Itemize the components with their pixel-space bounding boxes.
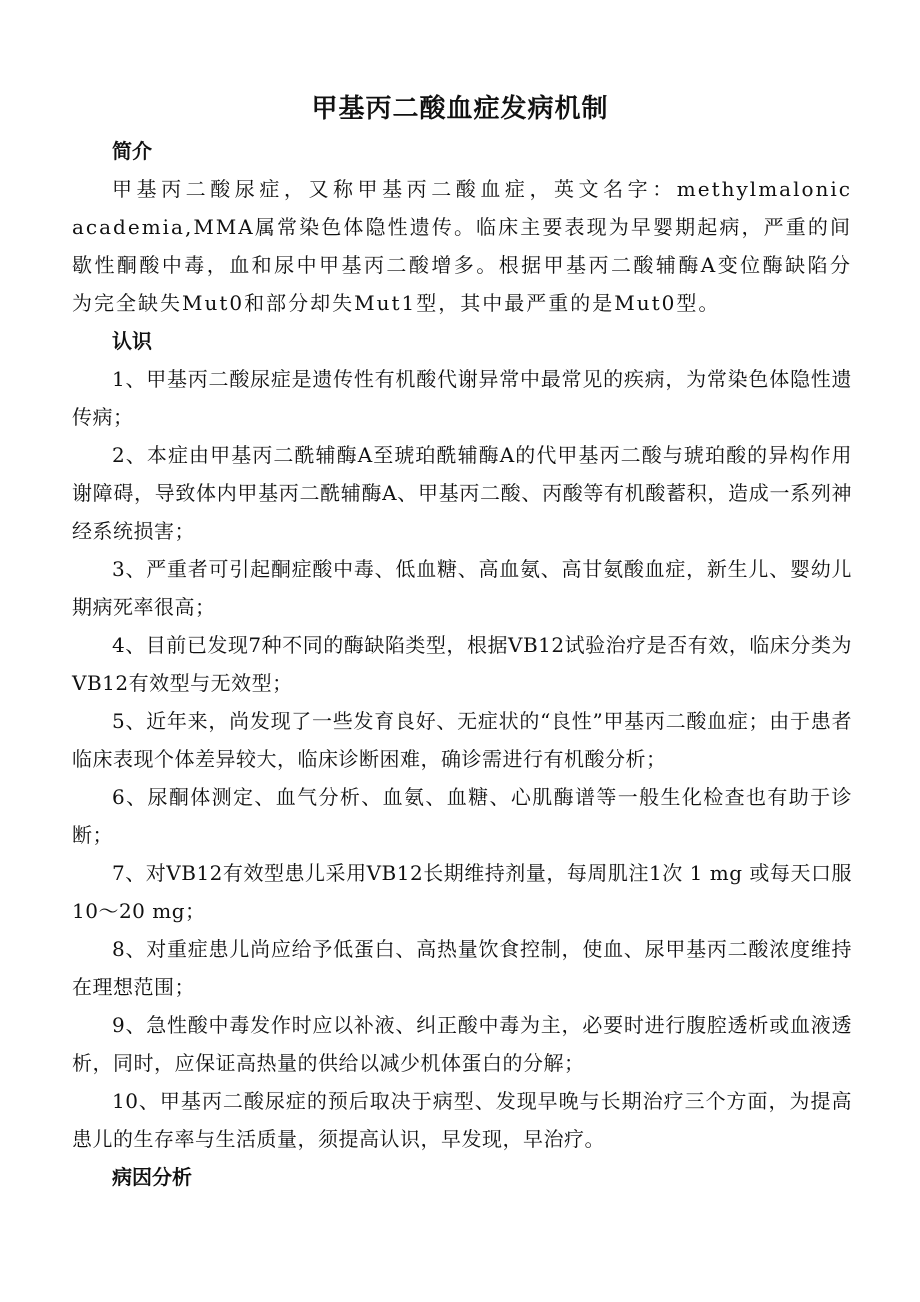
knowledge-item: 9、急性酸中毒发作时应以补液、纠正酸中毒为主，必要时进行腹腔透析或血液透析，同时，应保证高热量的供给以减少机体蛋白的分解； — [72, 1013, 852, 1075]
document-title: 甲基丙二酸血症发病机制 — [311, 94, 609, 124]
knowledge-item: 7、对VB12有效型患儿采用VB12长期维持剂量，每周肌注1次 1 mg 或每天口服10～20 mg； — [72, 861, 852, 923]
section-heading-etiology: 病因分析 — [112, 1165, 192, 1189]
intro-paragraph: 甲基丙二酸尿症，又称甲基丙二酸血症，英文名字：methylmalonic academia,MMA属常染色体隐性遗传。临床主要表现为早婴期起病，严重的间歇性酮酸中毒，血和尿中甲基丙二酸增多。根据甲基丙二酸辅酶A变位酶缺陷分为完全缺失Mut0和部分却失Mut1型，其中最严重的是Mut0型。 — [72, 177, 852, 315]
section-heading-intro: 简介 — [112, 139, 152, 163]
knowledge-item: 2、本症由甲基丙二酰辅酶A至琥珀酰辅酶A的代甲基丙二酸与琥珀酸的异构作用谢障碍，导致体内甲基丙二酰辅酶A、甲基丙二酸、丙酸等有机酸蓄积，造成一系列神经系统损害； — [72, 443, 852, 543]
knowledge-item: 8、对重症患儿尚应给予低蛋白、高热量饮食控制，使血、尿甲基丙二酸浓度维持在理想范围； — [72, 937, 852, 999]
knowledge-item: 4、目前已发现7种不同的酶缺陷类型，根据VB12试验治疗是否有效，临床分类为VB12有效型与无效型； — [72, 633, 852, 695]
knowledge-item: 6、尿酮体测定、血气分析、血氨、血糖、心肌酶谱等一般生化检查也有助于诊断； — [72, 785, 852, 847]
document-body — [72, 132, 852, 1196]
knowledge-item: 1、甲基丙二酸尿症是遗传性有机酸代谢异常中最常见的疾病，为常染色体隐性遗传病； — [72, 367, 852, 429]
knowledge-item: 3、严重者可引起酮症酸中毒、低血糖、高血氨、高甘氨酸血症，新生儿、婴幼儿期病死率很高； — [72, 557, 852, 619]
knowledge-item: 10、甲基丙二酸尿症的预后取决于病型、发现早晚与长期治疗三个方面，为提高患儿的生存率与生活质量，须提高认识，早发现，早治疗。 — [72, 1089, 852, 1151]
knowledge-item: 5、近年来，尚发现了一些发育良好、无症状的“良性”甲基丙二酸血症；由于患者临床表现个体差异较大，临床诊断困难，确诊需进行有机酸分析； — [72, 709, 852, 771]
section-heading-knowledge: 认识 — [112, 329, 152, 353]
